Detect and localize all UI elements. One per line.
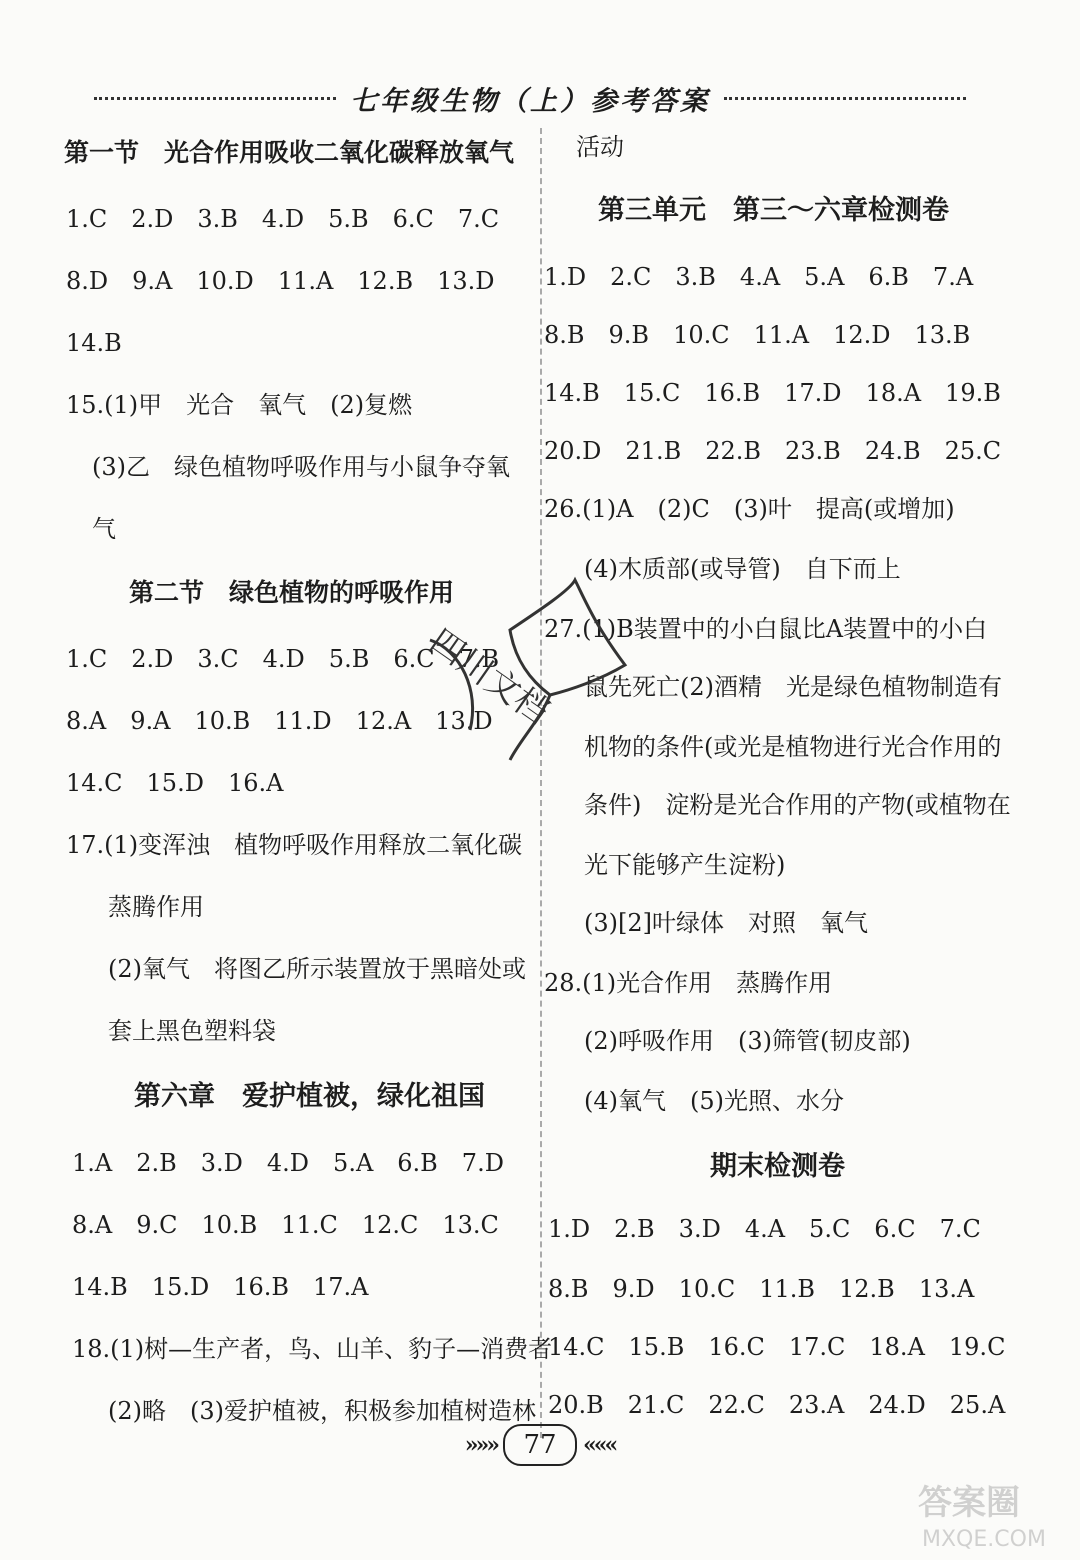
handwritten-stamp [400, 570, 640, 790]
answer-line: 20.B 21.C 22.C 23.A 24.D 25.A [548, 1391, 1006, 1419]
section-title: 第一节 光合作用吸收二氧化碳释放氧气 [64, 138, 515, 167]
answer-line: 14.C 15.B 16.C 17.C 18.A 19.C [548, 1333, 1006, 1361]
page-header [80, 78, 980, 118]
answer-line: 15.(1)甲 光合 氧气 (2)复燃 [66, 391, 413, 419]
answer-line: (4)木质部(或导管) 自下而上 [560, 555, 901, 583]
svg-text:四川文档: 四川文档 [422, 621, 557, 733]
answer-line: 17.(1)变浑浊 植物呼吸作用释放二氧化碳 [66, 831, 523, 859]
answer-line: 28.(1)光合作用 蒸腾作用 [544, 969, 833, 997]
answer-line: 1.C 2.D 3.B 4.D 5.B 6.C 7.C [66, 205, 500, 233]
answer-line: 1.A 2.B 3.D 4.D 5.A 6.B 7.D [72, 1149, 504, 1177]
header-rule-left [94, 97, 336, 100]
answer-line: 活动 [576, 133, 624, 161]
answer-line: 套上黑色塑料袋 [84, 1017, 276, 1045]
answer-line: (2)呼吸作用 (3)筛管(韧皮部) [560, 1027, 911, 1055]
answer-line: 条件) 淀粉是光合作用的产物(或植物在 [560, 791, 1011, 819]
watermark-logo [914, 1474, 1074, 1554]
answer-line: (3)乙 绿色植物呼吸作用与小鼠争夺氧 [68, 453, 510, 481]
answer-line: 气 [68, 515, 116, 543]
header-rule-right [724, 97, 966, 100]
answer-line: 蒸腾作用 [84, 893, 204, 921]
section-title: 第六章 爱护植被，绿化祖国 [134, 1081, 485, 1112]
answer-line: 18.(1)树—生产者，鸟、山羊、豹子—消费者 [72, 1335, 553, 1363]
answer-line: 1.C 2.D 3.C 4.D 5.B 6.C 7.B [66, 645, 500, 673]
section-title: 期末检测卷 [710, 1151, 845, 1182]
answer-line: 14.B 15.C 16.B 17.D 18.A 19.B [544, 379, 1001, 407]
answer-line: (3)[2]叶绿体 对照 氧气 [560, 909, 868, 937]
svg-text:答案圈: 答案圈 [918, 1483, 1020, 1523]
answer-line: 8.A 9.A 10.B 11.D 12.A 13.D [66, 707, 493, 735]
answer-line: 鼠先死亡(2)酒精 光是绿色植物制造有 [560, 673, 1002, 701]
answer-line: 20.D 21.B 22.B 23.B 24.B 25.C [544, 437, 1002, 465]
page-footer [0, 1420, 1080, 1470]
footer-arrows-left: »»» [464, 1432, 497, 1458]
svg-text:MXQE.COM: MXQE.COM [922, 1527, 1046, 1552]
answer-line: (4)氧气 (5)光照、水分 [560, 1087, 844, 1115]
answer-line: 8.B 9.B 10.C 11.A 12.D 13.B [544, 321, 971, 349]
answer-line: 26.(1)A (2)C (3)叶 提高(或增加) [544, 495, 955, 523]
answer-line: (2)氧气 将图乙所示装置放于黑暗处或 [84, 955, 526, 983]
section-title: 第二节 绿色植物的呼吸作用 [104, 578, 455, 607]
answer-line: 光下能够产生淀粉) [560, 851, 786, 879]
answer-line: (2)略 (3)爱护植被，积极参加植树造林 [84, 1397, 536, 1425]
section-title: 第三单元 第三～六章检测卷 [598, 195, 949, 226]
answer-line: 14.C 15.D 16.A [66, 769, 284, 797]
answer-line: 1.D 2.B 3.D 4.A 5.C 6.C 7.C [548, 1215, 981, 1243]
page-number: 77 [503, 1424, 577, 1466]
answer-line: 14.B [66, 329, 122, 357]
answer-line: 1.D 2.C 3.B 4.A 5.A 6.B 7.A [544, 263, 974, 291]
answer-line: 14.B 15.D 16.B 17.A [72, 1273, 369, 1301]
answer-line: 8.B 9.D 10.C 11.B 12.B 13.A [548, 1275, 975, 1303]
answer-line: 机物的条件(或光是植物进行光合作用的 [560, 733, 1002, 761]
answer-line: 8.D 9.A 10.D 11.A 12.B 13.D [66, 267, 495, 295]
answer-line: 27.(1)B装置中的小白鼠比A装置中的小白 [544, 615, 988, 643]
answer-line: 8.A 9.C 10.B 11.C 12.C 13.C [72, 1211, 499, 1239]
header-title: 七年级生物（上）参考答案 [350, 85, 710, 117]
footer-arrows-right: ««« [583, 1432, 616, 1458]
